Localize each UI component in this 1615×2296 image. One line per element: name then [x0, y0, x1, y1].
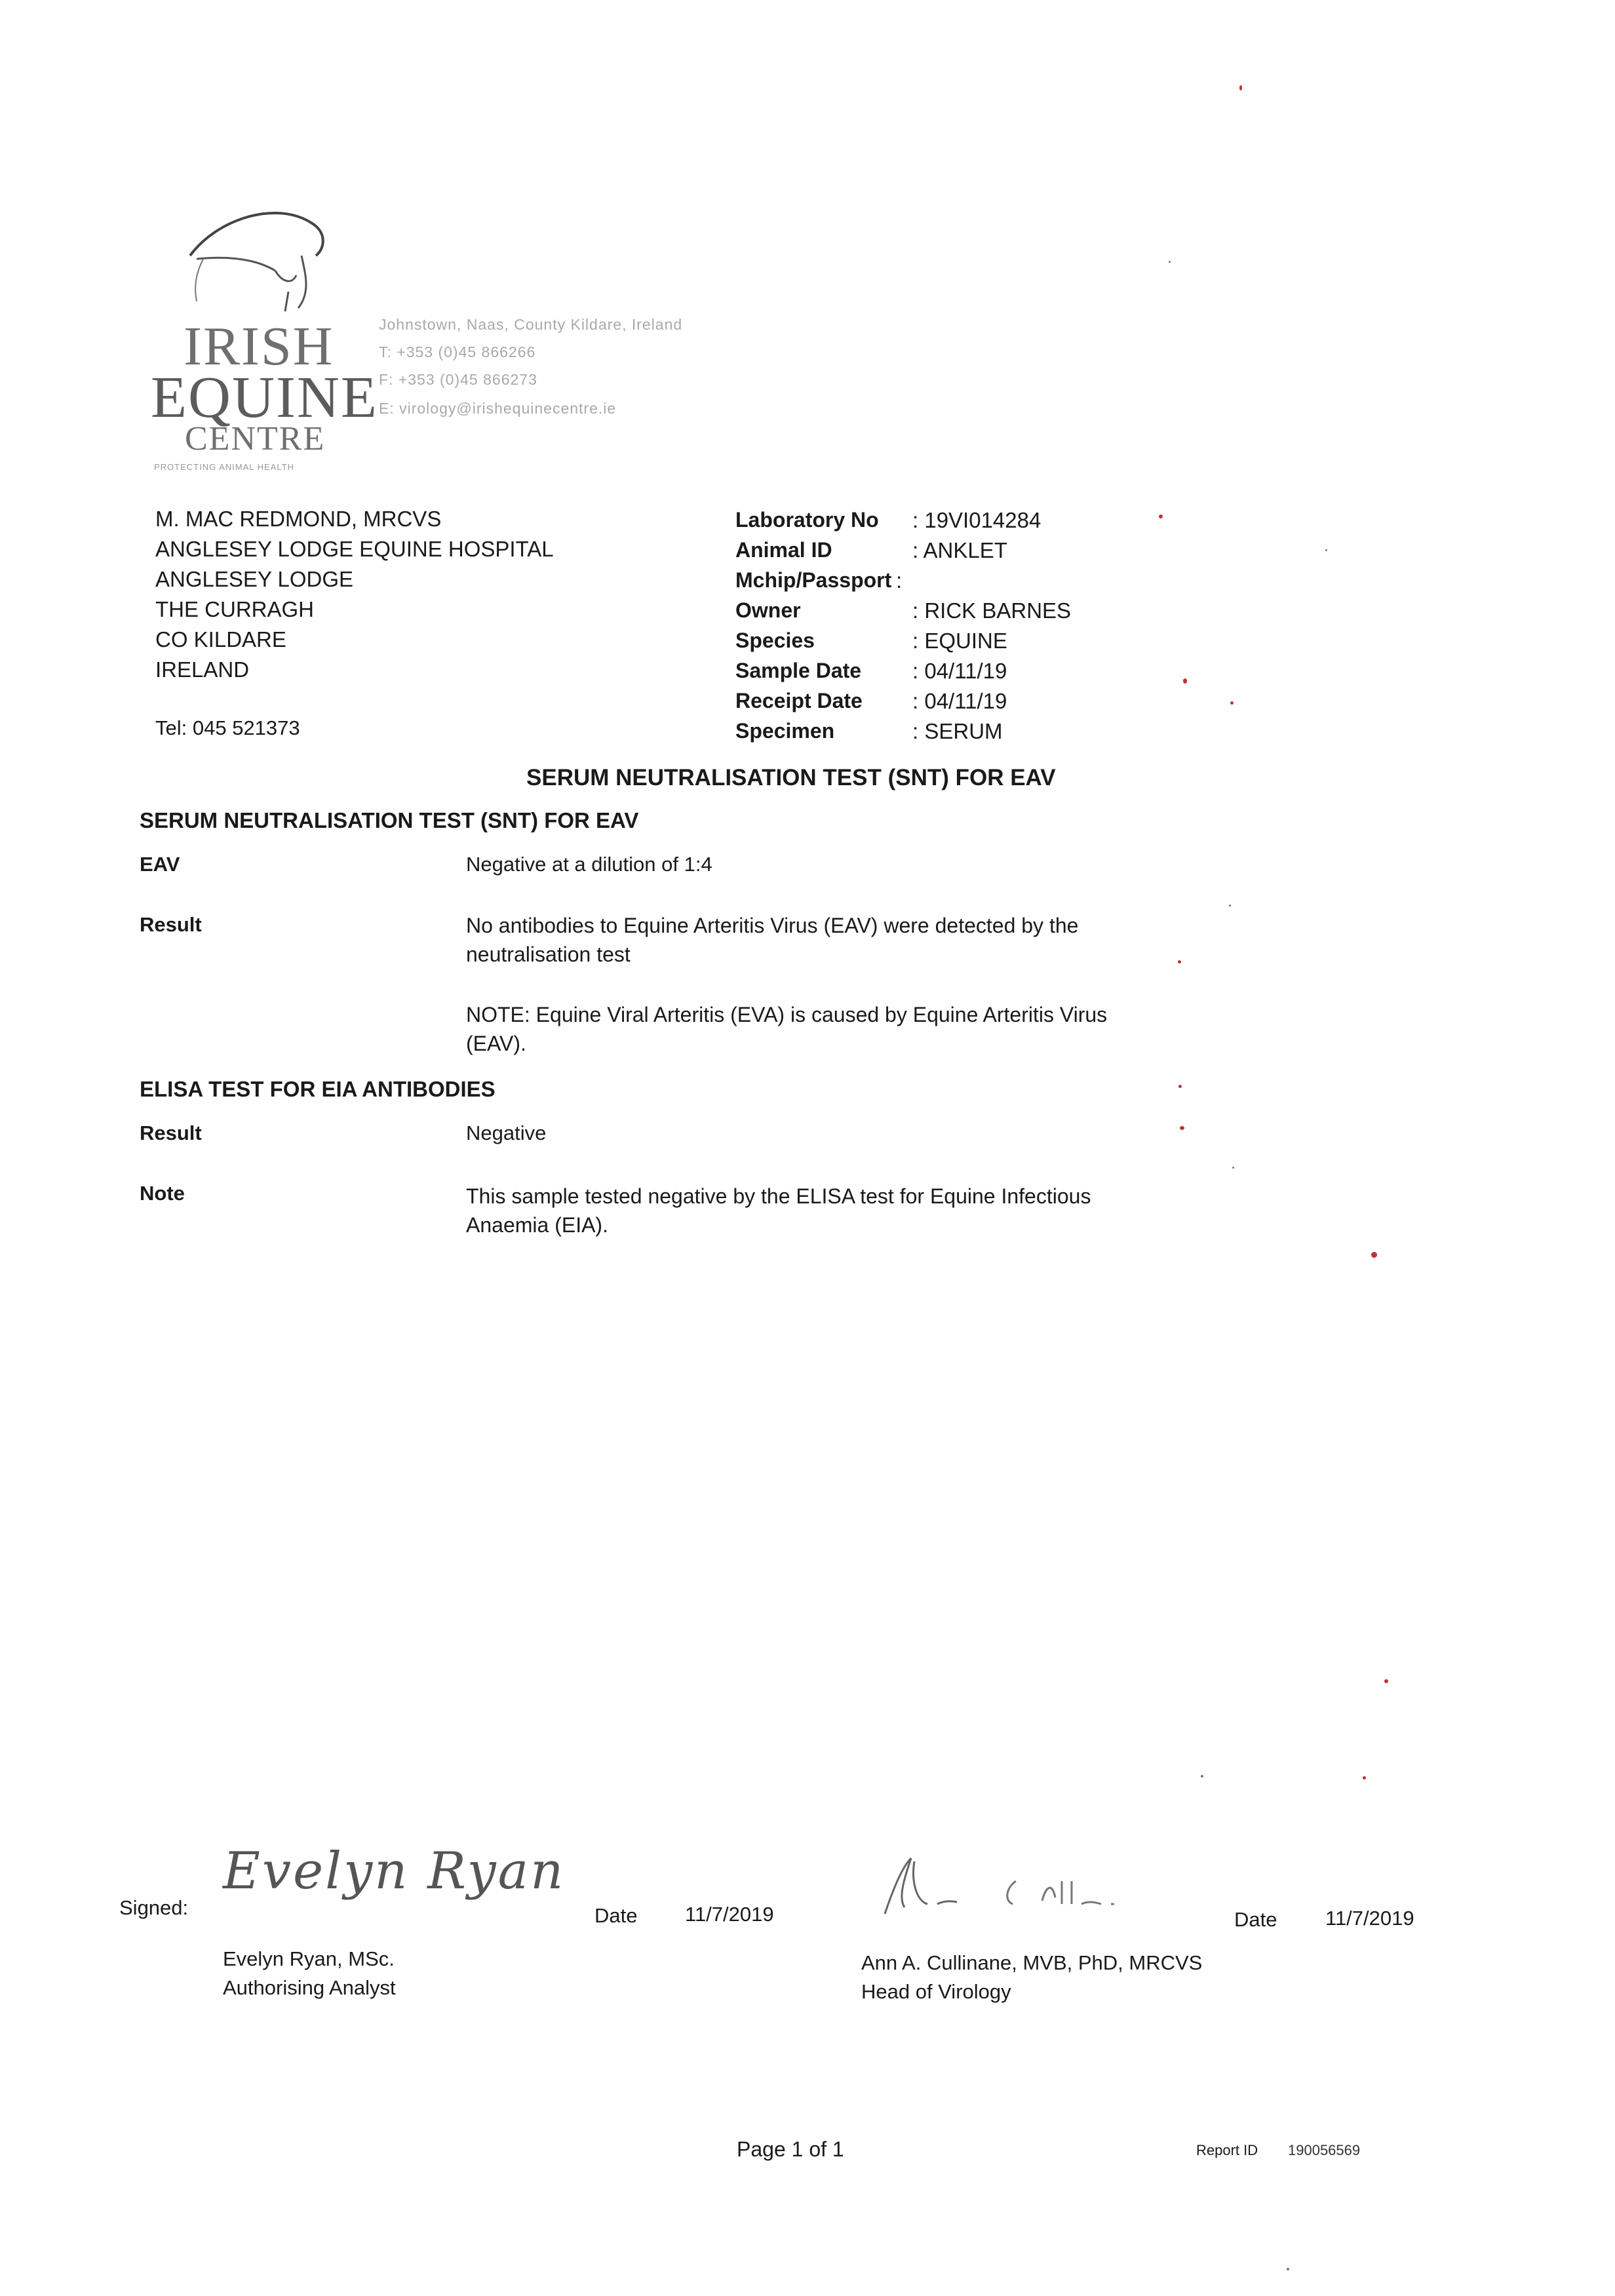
logo [151, 193, 378, 482]
recipient-line: IRELAND [155, 657, 250, 682]
eav-value: Negative at a dilution of 1:4 [466, 853, 712, 876]
date-value-2: 11/7/2019 [1325, 1907, 1414, 1930]
note-text-snt: NOTE: Equine Viral Arteritis (EVA) is caused by Equine Arteritis Virus (EAV). [466, 1003, 1108, 1055]
recipient-line: ANGLESEY LODGE [155, 567, 354, 591]
scan-speck [1178, 960, 1181, 963]
result-label-elisa: Result [140, 1121, 202, 1144]
scan-speck [1180, 1126, 1184, 1130]
lab-info-value: : 04/11/19 [912, 689, 1007, 713]
scan-speck [1229, 905, 1231, 906]
scan-speck [1363, 1776, 1366, 1780]
recipient-line: CO KILDARE [155, 627, 286, 652]
contact-fax: F: +353 (0)45 866273 [379, 371, 537, 388]
logo-text-equine: EQUINE [151, 365, 378, 430]
note-label-elisa: Note [140, 1182, 185, 1205]
lab-info-label: Mchip/Passport [735, 568, 892, 592]
lab-info-value: : 19VI014284 [912, 508, 1041, 532]
signed-label: Signed: [119, 1896, 189, 1919]
scan-speck [1230, 701, 1234, 705]
contact-phone: T: +353 (0)45 866266 [379, 343, 536, 360]
scan-speck [1287, 2268, 1289, 2270]
signature-evelyn-ryan: Evelyn Ryan [223, 1842, 566, 1901]
lab-info-label: Animal ID [735, 538, 832, 562]
logo-tagline: PROTECTING ANIMAL HEALTH [154, 462, 294, 472]
result-value-elisa: Negative [466, 1121, 547, 1144]
lab-info-label: Sample Date [735, 659, 862, 682]
scan-speck [1232, 1167, 1234, 1169]
lab-info-value: : SERUM [912, 719, 1003, 743]
lab-info-value: : EQUINE [912, 629, 1007, 653]
scan-speck [1183, 678, 1187, 684]
date-label-2: Date [1234, 1908, 1277, 1931]
report-id-label: Report ID [1196, 2142, 1258, 2158]
eav-label: EAV [140, 853, 180, 876]
horse-head-icon [177, 193, 341, 324]
logo-text-centre: CENTRE [185, 420, 326, 457]
lab-info-label: Species [735, 629, 815, 652]
date-label-1: Date [594, 1904, 638, 1927]
lab-info-value: : [896, 568, 903, 593]
recipient-address [155, 506, 554, 687]
scan-speck [1371, 1252, 1377, 1258]
recipient-line: M. MAC REDMOND, MRCVS [155, 507, 442, 531]
section-heading-elisa: ELISA TEST FOR EIA ANTIBODIES [140, 1077, 496, 1101]
recipient-tel: Tel: 045 521373 [155, 716, 300, 739]
recipient-line: ANGLESEY LODGE EQUINE HOSPITAL [155, 537, 554, 561]
lab-info-label: Laboratory No [735, 508, 879, 532]
signature-cullinane [865, 1842, 1154, 1927]
signer2-role: Head of Virology [861, 1980, 1011, 2003]
scan-speck [1239, 85, 1242, 90]
note-text-elisa: This sample tested negative by the ELISA test for Equine Infectious Anaemia (EIA). [466, 1184, 1091, 1237]
result-text-snt: No antibodies to Equine Arteritis Virus (EAV) were detected by the neutralisation test [466, 914, 1079, 966]
page-number: Page 1 of 1 [737, 2137, 844, 2161]
contact-email: E: virology@irishequinecentre.ie [379, 400, 617, 417]
date-value-1: 11/7/2019 [685, 1903, 774, 1926]
scan-speck [1384, 1679, 1388, 1683]
lab-info-value: : ANKLET [912, 538, 1007, 562]
scan-speck [1178, 1085, 1182, 1088]
lab-info-label: Owner [735, 598, 801, 622]
scan-speck [1325, 549, 1327, 551]
lab-info-label: Receipt Date [735, 689, 863, 712]
report-id-value: 190056569 [1288, 2142, 1361, 2158]
contact-address: Johnstown, Naas, County Kildare, Ireland [379, 316, 683, 333]
logo-text-irish: IRISH [184, 316, 334, 377]
signer1-name: Evelyn Ryan, MSc. [223, 1947, 395, 1970]
report-title: SERUM NEUTRALISATION TEST (SNT) FOR EAV [526, 765, 1056, 790]
scan-speck [1201, 1775, 1203, 1778]
result-label-snt: Result [140, 913, 202, 936]
signer1-role: Authorising Analyst [223, 1976, 396, 1999]
section-heading-snt: SERUM NEUTRALISATION TEST (SNT) FOR EAV [140, 808, 639, 832]
lab-info-value: : 04/11/19 [912, 659, 1007, 683]
lab-info-label: Specimen [735, 719, 835, 743]
recipient-line: THE CURRAGH [155, 597, 315, 621]
lab-info-value: : RICK BARNES [912, 598, 1072, 623]
signer2-name: Ann A. Cullinane, MVB, PhD, MRCVS [861, 1951, 1203, 1974]
scan-speck [1159, 515, 1163, 518]
scan-speck [1169, 261, 1171, 263]
